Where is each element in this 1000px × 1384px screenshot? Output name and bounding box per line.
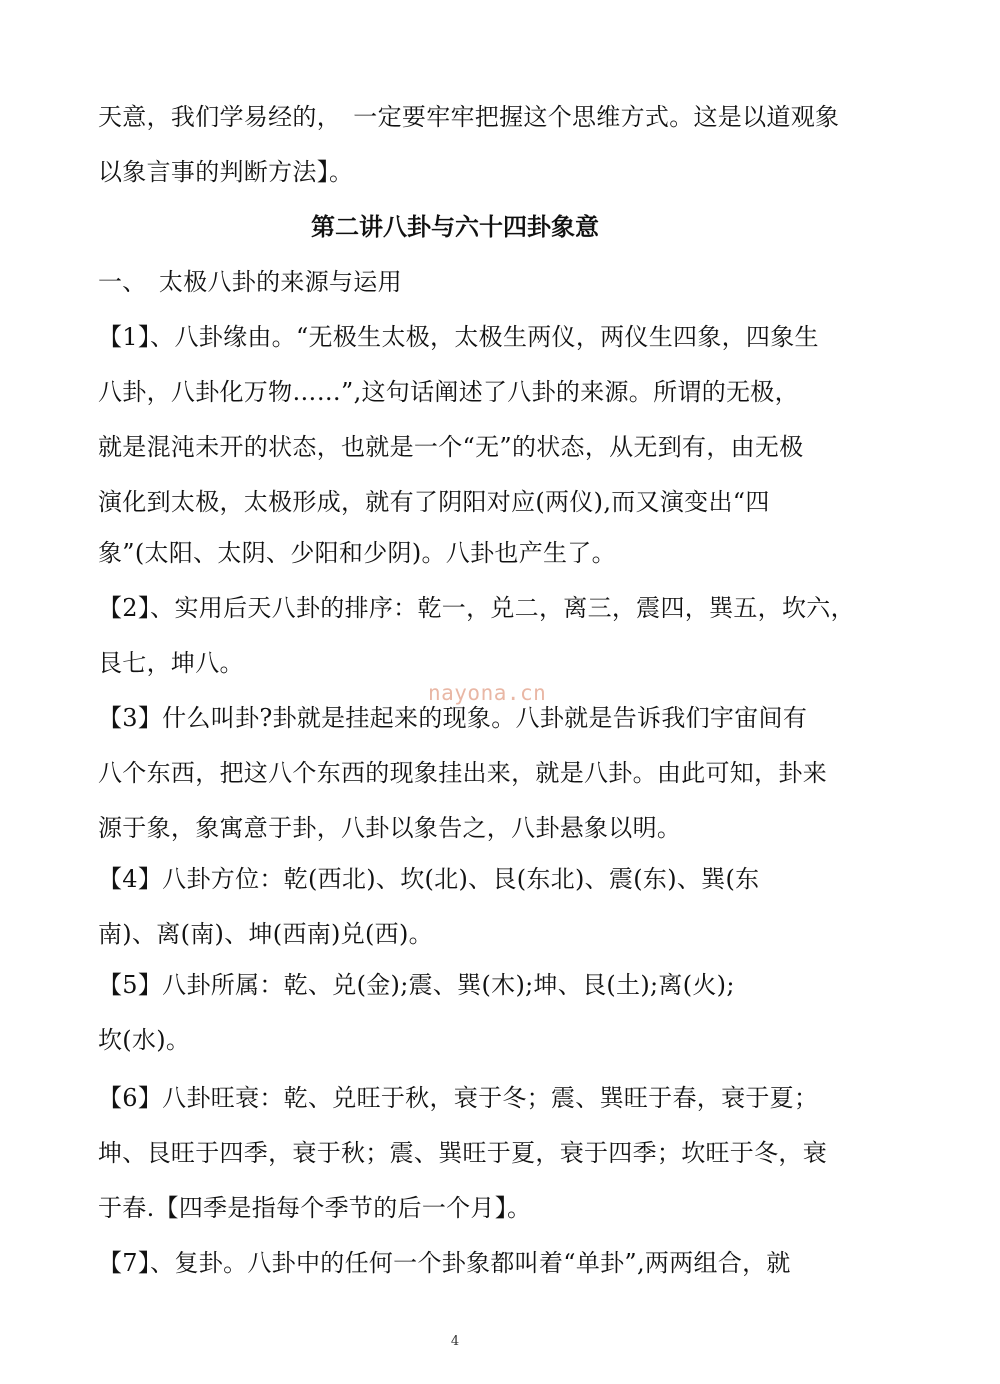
- body-line-17: 【6】八卦旺衰：乾、兑旺于秋，衰于冬；震、巽旺于春，衰于夏；: [98, 1084, 819, 1112]
- body-line-18: 坤、艮旺于四季，衰于秋；震、巽旺于夏，衰于四季；坎旺于冬，衰: [98, 1139, 827, 1167]
- section-heading: 第二讲八卦与六十四卦象意: [311, 212, 599, 241]
- body-line-5: 就是混沌未开的状态，也就是一个“无”的状态，从无到有，由无极: [98, 433, 804, 461]
- body-line-13: 【4】八卦方位：乾(西北)、坎(北)、艮(东北)、震(东)、巽(东: [98, 865, 760, 893]
- body-line-7: 象”(太阳、太阴、少阳和少阴)。八卦也产生了。: [98, 539, 616, 567]
- body-line-3: 【1】、八卦缘由。“无极生太极，太极生两仪，两仪生四象，四象生: [98, 323, 819, 351]
- body-line-10: 【3】什么叫卦?卦就是挂起来的现象。八卦就是告诉我们宇宙间有: [98, 704, 808, 732]
- watermark: nayona.cn: [428, 681, 547, 705]
- body-line-9: 艮七，坤八。: [98, 649, 244, 677]
- body-line-11: 八个东西，把这八个东西的现象挂出来，就是八卦。由此可知，卦来: [98, 759, 827, 787]
- body-line-14: 南)、离(南)、坤(西南)兑(西)。: [98, 920, 433, 948]
- body-line-19: 于春.【四季是指每个季节的后一个月】。: [98, 1194, 532, 1222]
- subsection-title: 一、 太极八卦的来源与运用: [98, 268, 402, 296]
- body-line-16: 坎(水)。: [98, 1026, 191, 1054]
- body-line-12: 源于象，象寓意于卦，八卦以象告之，八卦悬象以明。: [98, 814, 682, 842]
- body-line-8: 【2】、实用后天八卦的排序：乾一，兑二，离三，震四，巽五，坎六，: [98, 594, 855, 622]
- body-line-6: 演化到太极，太极形成，就有了阴阳对应(两仪),而又演变出“四: [98, 488, 770, 516]
- body-line-20: 【7】、复卦。八卦中的任何一个卦象都叫着“单卦”,两两组合，就: [98, 1249, 791, 1277]
- body-line-1: 天意，我们学易经的， 一定要牢牢把握这个思维方式。这是以道观象: [98, 103, 840, 131]
- body-line-2: 以象言事的判断方法】。: [98, 158, 354, 186]
- body-line-4: 八卦，八卦化万物……”,这句话阐述了八卦的来源。所谓的无极，: [98, 378, 799, 406]
- page-number: 4: [450, 1334, 460, 1349]
- body-line-15: 【5】八卦所属：乾、兑(金);震、巽(木);坤、艮(土);离(火);: [98, 971, 735, 999]
